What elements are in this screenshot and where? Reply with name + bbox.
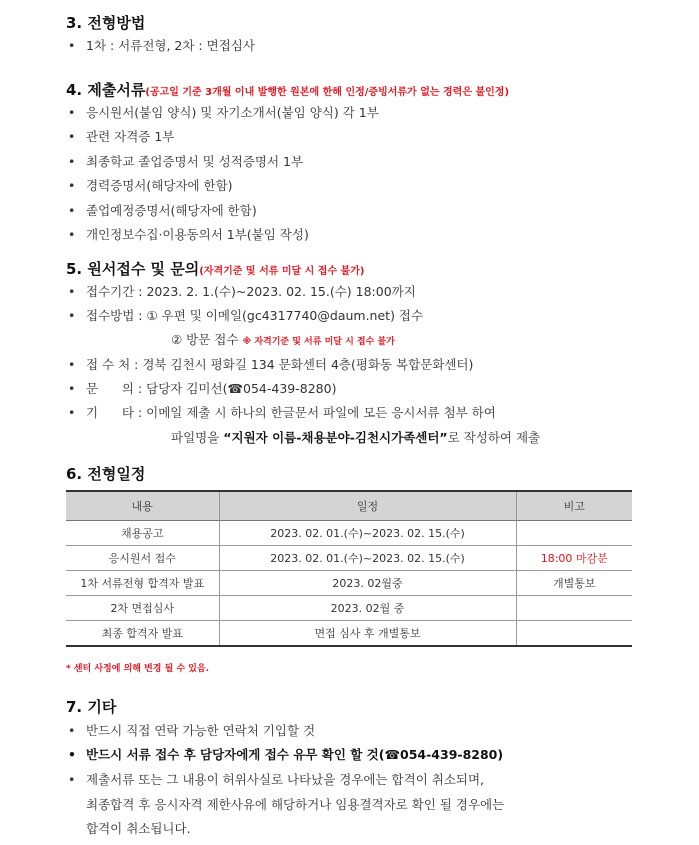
bullet-icon: • [68, 405, 76, 420]
list-item [68, 202, 257, 220]
list-item-text: 반드시 직접 연락 가능한 연락처 기입할 것 [86, 723, 316, 738]
bullet-icon: • [68, 357, 76, 372]
bullet-icon: • [68, 178, 76, 193]
table-row [66, 521, 632, 546]
table-cell [516, 521, 632, 546]
bullet-icon: • [68, 723, 76, 738]
table-row [66, 546, 632, 571]
list-item [68, 404, 496, 422]
period-text: 접수기간 : 2023. 2. 1.(수)~2023. 02. 15.(수) 18:00까지 [86, 284, 416, 299]
list-item [68, 177, 233, 195]
list-item-text: 응시원서(붙임 양식) 및 자기소개서(붙임 양식) 각 1부 [86, 105, 379, 120]
table-cell: 18:00 마감분 [516, 546, 632, 571]
bullet-icon: • [68, 154, 76, 169]
list-item [68, 722, 315, 740]
table-cell: 개별통보 [516, 571, 632, 596]
header-remarks: 비고 [516, 491, 632, 521]
table-row [66, 596, 632, 621]
schedule-note: * 센터 사정에 의해 변경 될 수 있음. [66, 664, 210, 674]
list-item [68, 356, 473, 374]
list-item [68, 746, 503, 764]
etc-cont-text: 파일명을 [171, 430, 224, 445]
bullet-icon: • [68, 772, 76, 787]
list-item-text: 제출서류 또는 그 내용이 허위사실로 나타났을 경우에는 합격이 취소되며, [86, 772, 485, 787]
bullet-icon: • [68, 227, 76, 242]
schedule-table [66, 490, 632, 647]
table-cell: 2023. 02월중 [219, 571, 516, 596]
table-cell: 1차 서류전형 합격자 발표 [66, 571, 219, 596]
list-item [68, 380, 336, 398]
method-text: 접수방법 : ① 우편 및 이메일(gc4317740@daum.net) 접수 [86, 308, 424, 323]
list-item-text: 1차 : 서류전형, 2차 : 면접심사 [86, 38, 255, 53]
list-item [68, 128, 174, 146]
bullet-icon: • [68, 308, 76, 323]
bullet-icon: • [68, 203, 76, 218]
place-text: 접 수 처 : 경북 김천시 평화길 134 문화센터 4층(평화동 복합문화센터) [86, 357, 474, 372]
list-item-continuation: 최종합격 후 응시자격 제한사유에 해당하거나 임용결격자로 확인 될 경우에는 [86, 797, 505, 812]
etc-cont-text-end: 로 작성하여 제출 [447, 430, 541, 445]
list-item-text: 최종학교 졸업증명서 및 성적증명서 1부 [86, 154, 304, 169]
method-visit-note: ※ 자격기준 및 서류 미달 시 접수 불가 [242, 337, 395, 347]
method-visit [171, 331, 395, 351]
list-item-text: 개인정보수집·이용동의서 1부(붙임 작성) [86, 227, 309, 242]
method-visit-text: ② 방문 접수 [171, 332, 239, 347]
list-item [68, 771, 484, 789]
table-cell: 2차 면접심사 [66, 596, 219, 621]
list-item [68, 226, 309, 244]
bullet-icon: • [68, 381, 76, 396]
etc-continuation [171, 429, 540, 447]
section-3-title: 3. 전형방법 [66, 14, 146, 32]
filename-format: “지원자 이름-채용분야-김천시가족센터” [223, 430, 448, 445]
table-cell: 채용공고 [66, 521, 219, 546]
section-4-note: (공고일 기준 3개월 이내 발행한 원본에 한해 인정/증빙서류가 없는 경력은 불인정) [145, 87, 510, 98]
table-row [66, 571, 632, 596]
list-item [68, 283, 416, 301]
header-content: 내용 [66, 491, 219, 521]
table-cell: 2023. 02. 01.(수)~2023. 02. 15.(수) [219, 521, 516, 546]
section-7-title: 7. 기타 [66, 698, 117, 716]
bullet-icon: • [68, 129, 76, 144]
list-item [68, 307, 423, 325]
section-4-title: 4. 제출서류 [66, 81, 146, 99]
inquiry-text: 문 의 : 담당자 김미선(☎054-439-8280) [86, 381, 337, 396]
list-item [68, 104, 379, 122]
bullet-icon: • [68, 38, 76, 53]
section-5-title: 5. 원서접수 및 문의 [66, 260, 200, 278]
table-cell: 2023. 02월 중 [219, 596, 516, 621]
list-item-text: 반드시 서류 접수 후 담당자에게 접수 유무 확인 할 것(☎054-439-8280) [86, 747, 504, 762]
section-5-heading [66, 258, 365, 279]
table-cell: 면접 심사 후 개별통보 [219, 621, 516, 647]
table-row [66, 621, 632, 647]
table-cell: 응시원서 접수 [66, 546, 219, 571]
header-schedule: 일정 [219, 491, 516, 521]
section-6-title: 6. 전형일정 [66, 465, 146, 483]
section-5-note: (자격기준 및 서류 미달 시 접수 불가) [199, 266, 365, 277]
section-4-heading [66, 79, 509, 100]
bullet-icon: • [68, 284, 76, 299]
table-cell [516, 596, 632, 621]
list-item-text: 관련 자격증 1부 [86, 129, 175, 144]
list-item-continuation: 합격이 취소됩니다. [86, 821, 191, 836]
table-header-row [66, 491, 632, 521]
table-cell: 2023. 02. 01.(수)~2023. 02. 15.(수) [219, 546, 516, 571]
table-cell [516, 621, 632, 647]
list-item [68, 153, 303, 171]
list-item [68, 37, 255, 55]
list-item-text: 경력증명서(해당자에 한함) [86, 178, 233, 193]
bullet-icon: • [68, 747, 76, 762]
table-cell: 최종 합격자 발표 [66, 621, 219, 647]
bullet-icon: • [68, 105, 76, 120]
list-item-text: 졸업예정증명서(해당자에 한함) [86, 203, 257, 218]
etc-text: 기 타 : 이메일 제출 시 하나의 한글문서 파일에 모든 응시서류 첨부 하여 [86, 405, 496, 420]
